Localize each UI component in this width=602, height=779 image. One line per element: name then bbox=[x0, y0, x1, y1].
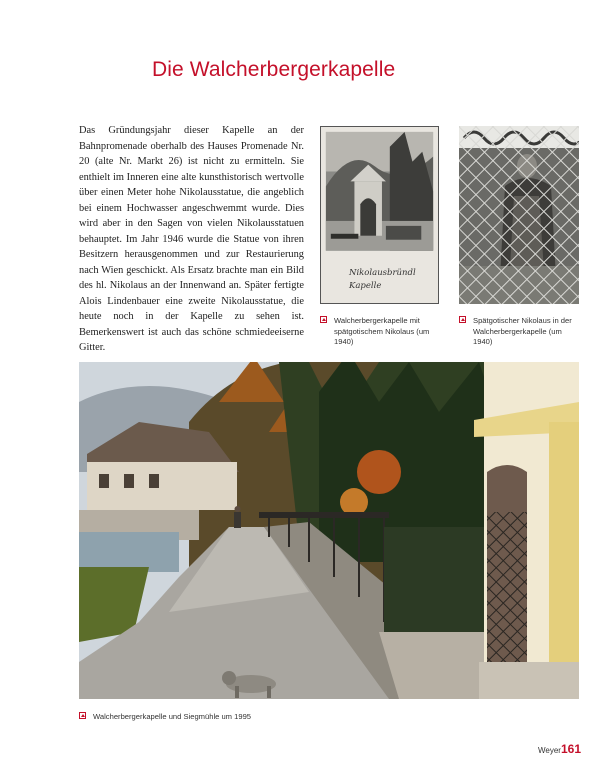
photo-handwriting: Nikolausbründl Kapelle bbox=[349, 268, 416, 291]
page-title: Die Walcherbergerkapelle bbox=[152, 58, 396, 81]
body-paragraph: Das Gründungsjahr dieser Kapelle an der Bahnpromenade oberhalb des Hauses Promenade Nr. 20 (alte Nr. Markt 26) ist nicht zu ermitteln. Sie enthielt im Inneren eine alte kunsthistorisch wertvolle über einen Meter hohe Nikolausstatue, die angeblich bei einem Hochwasser angeschwemmt wurde. Dies wird aber in den Sagen von vielen Nikolausstatuen behauptet. Im Jahr 1946 wurde die Statue von ihren Besitzern herausgenommen und zur Restaurierung nach Wien geschickt. Als Ersatz brachte man ein Bild des hl. Nikolaus an der Innenwand an. Später fertigte Alois Lindenbauer eine zweite Nikolausstatue, die heute noch in der Kapelle zu sehen ist. Bemerkenswert ist auch das schöne schmiedeeiserne Gitter. bbox=[79, 125, 304, 353]
promenade-photo bbox=[79, 362, 579, 699]
page-number: 161 bbox=[561, 742, 582, 756]
caption-nikolaus-statue: Spätgotischer Nikolaus in der Walcherbergerkapelle (um 1940) bbox=[459, 316, 581, 348]
caption-marker-icon bbox=[459, 316, 466, 323]
caption-promenade: Walcherbergerkapelle und Siegmühle um 1995 bbox=[79, 712, 379, 723]
caption-historic-chapel: Walcherbergerkapelle mit spätgotischem Nikolaus (um 1940) bbox=[320, 316, 445, 348]
caption-marker-icon bbox=[79, 712, 86, 719]
caption-marker-icon bbox=[320, 316, 327, 323]
footer-place: Weyer bbox=[538, 746, 561, 755]
historic-chapel-photo bbox=[320, 126, 439, 304]
nikolaus-statue-photo bbox=[459, 126, 579, 304]
